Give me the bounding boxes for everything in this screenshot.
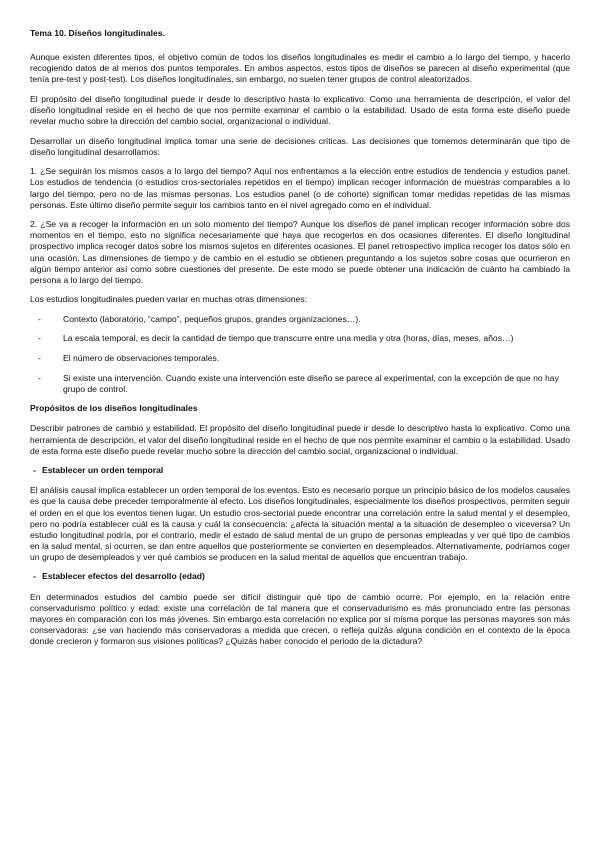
intro-paragraph-2: El propósito del diseño longitudinal puede ir desde lo descriptivo hasta lo explicativo. Como una herramienta de descripción, el valor del diseño longitudinal reside en el hecho de que nos permite examinar el cambio o la estabilidad. Usado de esta forma este diseño puede revelar mucho sobre la dirección del cambio social, organizacional o individual.	[30, 93, 570, 127]
document-title: Tema 10. Diseños longitudinales.	[30, 28, 165, 38]
list-marker: -	[33, 465, 36, 476]
list-marker: -	[38, 372, 41, 383]
temporal-order-heading-text: Establecer un orden temporal	[42, 465, 164, 476]
list-item	[30, 373, 570, 395]
list-item-text: Si existe una intervención. Cuando existe una intervención este diseño se parece al experimental, con la excepción de que no hay grupo de control.	[63, 372, 559, 394]
list-item-text: La escala temporal, es decir la cantidad de tiempo que transcurre entre una media y otra (horas, días, meses, años…)	[63, 333, 514, 344]
temporal-order-heading	[30, 465, 570, 476]
development-heading	[30, 571, 570, 582]
purposes-heading: Propósitos de los diseños longitudinales	[30, 403, 198, 414]
temporal-order-paragraph: El análisis causal implica establecer un orden temporal de los eventos. Esto es necesario porque un principio básico de los modelos causales es que la causa debe preceder temporalmente al efecto. Los diseños longitudinales, especialmente los diseños prospectivos, permiten seguir el orden en el que los eventos tienen lugar. Un estudio cros-sectorial puede encontrar una correlación entre la salud mental y el desempleo, pero no podría establecer cuál es la causa y cuál la consecuencia: ¿afecta la situación mental a la situación de desempleo o viceversa? Un estudio longitudinal podría, por el contrario, medir el estado de salud mental de un grupo de personas empleadas y ver qué tipo de cambios en la salud mental, si ocurren, se dan entre aquellos que posteriormente se convierten en desempleados. Alternativamente, podríamos coger un grupo de desempleados y ver qué cambios se producen en la salud mental de aquellos que encuentran trabajo.	[30, 485, 570, 562]
intro-paragraph-4: 1. ¿Se seguirán los mismos casos a lo largo del tiempo? Aquí nos enfrentamos a la elección entre estudios de tendencia y estudios panel. Los estudios de tendencia (o estudios cros-sectoriales repetidos en el tiempo) implican recoger información de muestras comparables a lo largo del tiempo, pero no de las mismas personas. Los estudios panel (o de cohorte) significan tomar medidas repetidas de las mismas personas. Este último diseño permite seguir los cambios tanto en el nivel agregado como en el individual.	[30, 166, 570, 210]
list-item	[30, 314, 570, 325]
development-paragraph: En determinados estudios del cambio puede ser difícil distinguir qué tipo de cambio ocurre. Por ejemplo, en la relación entre conservadurismo político y edad: existe una correlación de tal manera que el conservadurismo es más pronunciado entre las personas mayores en comparación con los más jóvenes. Sin embargo esta correlación no explica por sí misma porque las personas mayores son más conservadoras: ¿se van haciendo más conservadoras a medida que crecen, o refleja quizás alguna condición en el contexto de la época donde crecieron y formaron sus visiones políticas? ¿Quizás haber conocido el periodo de la dictadura?	[30, 591, 570, 646]
development-heading-text: Establecer efectos del desarrollo (edad)	[42, 571, 205, 582]
list-item-text: Contexto (laboratorio, “campo”, pequeños grupos, grandes organizaciones…).	[63, 313, 361, 324]
dimensions-list	[30, 314, 570, 395]
purposes-paragraph: Describir patrones de cambio y estabilidad. El propósito del diseño longitudinal puede ir desde lo descriptivo hasta lo explicativo. Como una herramienta de descripción, el valor del diseño longitudinal reside en el hecho de que nos permite examinar el cambio o la estabilidad. Usado de esta forma este diseño puede revelar mucho sobre la dirección del cambio social, organizacional o individual.	[30, 423, 570, 456]
intro-paragraph-5: 2. ¿Se va a recoger la información en un solo momento del tiempo? Aunque los diseños de panel implican recoger información sobre dos momentos en el tiempo, esto no significa necesariamente que haya que recogerlos en dos ocasiones diferentes. El diseño longitudinal prospectivo implica recoger datos sobre los mismos sujetos en diferentes ocasiones. El panel retrospectivo implica recoger los datos sólo en una ocasión. Las dimensiones de tiempo y de cambio en el estudio se obtienen preguntando a los sujetos sobre cosas que ocurrieron en algún tiempo anterior así como sobre cuestiones del presente. De este modo se puede obtener una indicación de cuánto ha cambiado la persona a lo largo del tiempo.	[30, 219, 570, 285]
list-item-text: El número de observaciones temporales.	[63, 353, 220, 364]
list-item	[30, 353, 570, 364]
list-marker: -	[38, 313, 41, 324]
list-marker: -	[38, 333, 41, 344]
intro-paragraph-6: Los estudios longitudinales pueden variar en muchas otras dimensiones:	[30, 294, 308, 305]
list-item	[30, 333, 570, 344]
list-marker: -	[38, 353, 41, 364]
list-marker: -	[33, 571, 36, 582]
intro-paragraph-3: Desarrollar un diseño longitudinal implica tomar una serie de decisiones críticas. Las decisiones que tomemos determinarán que tipo de diseño longitudinal desarrollamos:	[30, 135, 570, 157]
intro-paragraph-1: Aunque existen diferentes tipos, el objetivo común de todos los diseños longitudinales es medir el cambio a lo largo del tiempo, y hacerlo recogiendo datos de al menos dos puntos temporales. En ambos aspectos, estos tipos de diseños se parecen al diseño experimental (que tenía pre-test y post-test). Los diseños longitudinales, sin embargo, no suelen tener grupos de control aleatorizados.	[30, 52, 570, 85]
